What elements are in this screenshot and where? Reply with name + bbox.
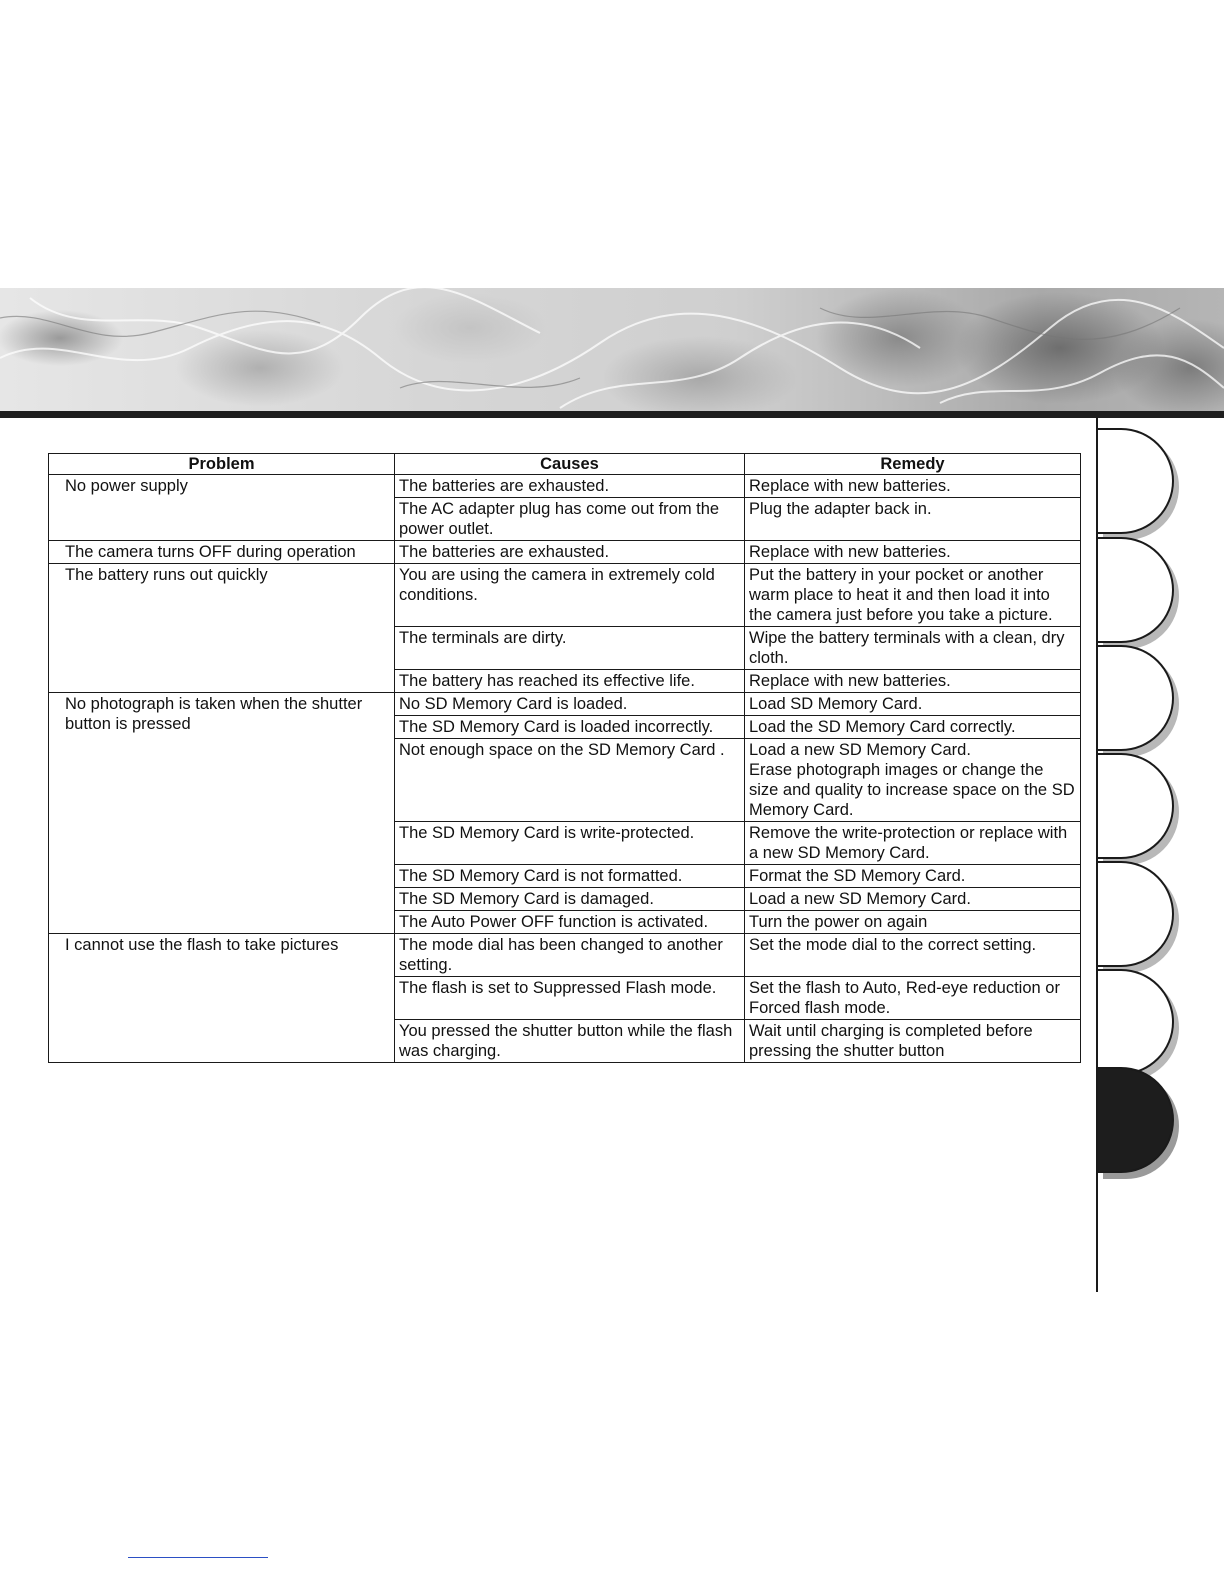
table-row xyxy=(49,693,1081,716)
remedy-line: Erase photograph images or change the size and quality to increase space on the SD Memory Card. xyxy=(749,761,1075,819)
remedy-cell: Replace with new batteries. xyxy=(745,541,1081,564)
header-causes: Causes xyxy=(395,454,745,475)
footer-link-underline xyxy=(128,1557,268,1558)
table-row xyxy=(49,564,1081,627)
chapter-tab[interactable] xyxy=(1098,861,1174,967)
remedy-cell: Set the flash to Auto, Red-eye reduction or Forced flash mode. xyxy=(745,977,1081,1020)
header-remedy: Remedy xyxy=(745,454,1081,475)
troubleshooting-table xyxy=(48,453,1081,1063)
remedy-cell: Turn the power on again xyxy=(745,911,1081,934)
remedy-cell: Put the battery in your pocket or another warm place to heat it and then load it into the camera just before you take a picture. xyxy=(745,564,1081,627)
cause-cell: The batteries are exhausted. xyxy=(395,475,745,498)
cause-cell: The flash is set to Suppressed Flash mode. xyxy=(395,977,745,1020)
problem-cell: The battery runs out quickly xyxy=(49,564,395,693)
chapter-tab[interactable] xyxy=(1098,428,1174,534)
cause-cell: The battery has reached its effective life. xyxy=(395,670,745,693)
problem-cell: The camera turns OFF during operation xyxy=(49,541,395,564)
cause-cell: No SD Memory Card is loaded. xyxy=(395,693,745,716)
remedy-cell: Wait until charging is completed before pressing the shutter button xyxy=(745,1020,1081,1063)
chapter-tab-active[interactable] xyxy=(1098,1067,1174,1173)
remedy-cell: Load SD Memory Card. xyxy=(745,693,1081,716)
table-row xyxy=(49,934,1081,977)
marble-header-banner xyxy=(0,288,1224,412)
chapter-tab[interactable] xyxy=(1098,537,1174,643)
troubleshooting-table-container xyxy=(48,453,1081,1063)
problem-cell: No photograph is taken when the shutter button is pressed xyxy=(49,693,395,934)
remedy-cell: Load a new SD Memory Card. xyxy=(745,888,1081,911)
cause-cell: The SD Memory Card is damaged. xyxy=(395,888,745,911)
remedy-cell: Plug the adapter back in. xyxy=(745,498,1081,541)
table-row xyxy=(49,541,1081,564)
remedy-cell: Load the SD Memory Card correctly. xyxy=(745,716,1081,739)
problem-cell: No power supply xyxy=(49,475,395,541)
cause-cell: Not enough space on the SD Memory Card . xyxy=(395,739,745,822)
cause-cell: You pressed the shutter button while the flash was charging. xyxy=(395,1020,745,1063)
chapter-tab[interactable] xyxy=(1098,753,1174,859)
remedy-cell: Remove the write-protection or replace with a new SD Memory Card. xyxy=(745,822,1081,865)
remedy-cell: Set the mode dial to the correct setting. xyxy=(745,934,1081,977)
remedy-cell xyxy=(745,739,1081,822)
table-header-row xyxy=(49,454,1081,475)
cause-cell: The batteries are exhausted. xyxy=(395,541,745,564)
remedy-cell: Wipe the battery terminals with a clean, dry cloth. xyxy=(745,627,1081,670)
cause-cell: The mode dial has been changed to another setting. xyxy=(395,934,745,977)
chapter-tab[interactable] xyxy=(1098,645,1174,751)
cause-cell: The terminals are dirty. xyxy=(395,627,745,670)
remedy-cell: Replace with new batteries. xyxy=(745,670,1081,693)
remedy-cell: Format the SD Memory Card. xyxy=(745,865,1081,888)
table-row xyxy=(49,475,1081,498)
cause-cell: The SD Memory Card is loaded incorrectly. xyxy=(395,716,745,739)
remedy-line: Load a new SD Memory Card. xyxy=(749,741,971,759)
table-body xyxy=(49,475,1081,1063)
problem-cell: I cannot use the flash to take pictures xyxy=(49,934,395,1063)
cause-cell: The SD Memory Card is not formatted. xyxy=(395,865,745,888)
header-divider xyxy=(0,411,1224,418)
chapter-tab[interactable] xyxy=(1098,969,1174,1075)
remedy-cell: Replace with new batteries. xyxy=(745,475,1081,498)
cause-cell: You are using the camera in extremely cold conditions. xyxy=(395,564,745,627)
cause-cell: The AC adapter plug has come out from the power outlet. xyxy=(395,498,745,541)
header-problem: Problem xyxy=(49,454,395,475)
cause-cell: The SD Memory Card is write-protected. xyxy=(395,822,745,865)
cause-cell: The Auto Power OFF function is activated. xyxy=(395,911,745,934)
marble-texture xyxy=(0,288,1224,412)
